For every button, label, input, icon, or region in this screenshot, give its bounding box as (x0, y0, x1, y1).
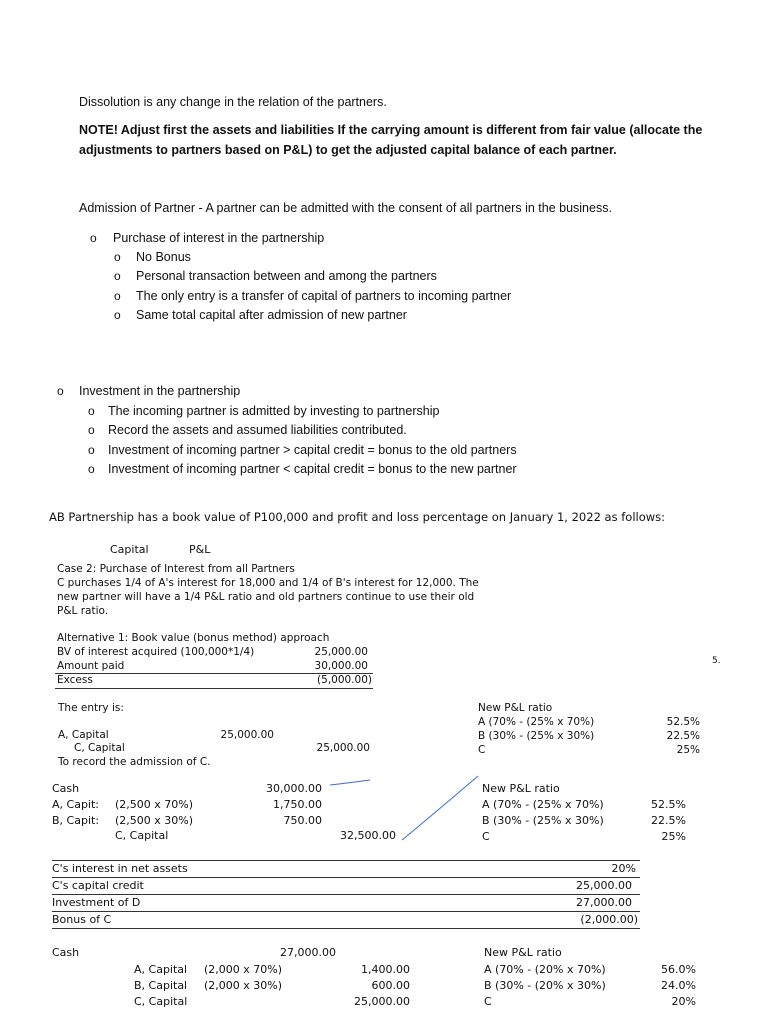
ratio-label: C (482, 830, 490, 843)
divider (52, 928, 640, 929)
ratio-title: New P&L ratio (484, 946, 562, 959)
alt-row-value: 30,000.00 (314, 660, 368, 672)
divider (52, 894, 640, 895)
annotation-stroke (402, 776, 478, 840)
note-line-2: adjustments to partners based on P&L) to get the adjusted capital balance of each partner. (79, 143, 617, 157)
divider (55, 688, 373, 689)
entry-credit: 32,500.00 (340, 829, 396, 842)
entry-account: A, Capit: (52, 798, 99, 811)
case-line: C purchases 1/4 of A's interest for 18,000 and 1/4 of B's interest for 12,000. The (57, 577, 479, 589)
alt-row-label: BV of interest acquired (100,000*1/4) (57, 646, 255, 658)
entry-title: The entry is: (58, 702, 124, 714)
entry-debit: 750.00 (283, 814, 322, 827)
list-item: Personal transaction between and among the partners (136, 269, 437, 283)
annotation-stroke (330, 780, 370, 785)
alt-row-value: (5,000.00) (317, 674, 372, 686)
entry-debit: 30,000.00 (266, 782, 322, 795)
entry-credit: 600.00 (371, 979, 410, 992)
entry-debit: 25,000.00 (220, 729, 274, 741)
bullet: o (114, 269, 121, 283)
entry-calc: (2,000 x 30%) (204, 979, 283, 992)
ratio-label: B (30% - (20% x 30%) (484, 979, 606, 992)
entry-debit: 1,750.00 (273, 798, 322, 811)
note-line-1: NOTE! Adjust first the assets and liabilities If the carrying amount is different from fair value (allocate the (79, 123, 703, 137)
entry-credit: 25,000.00 (316, 742, 370, 754)
example-intro: AB Partnership has a book value of P100,000 and profit and loss percentage on January 1, 2022 as follows: (49, 510, 666, 524)
ratio-label: A (70% - (20% x 70%) (484, 963, 606, 976)
bonus-value: 27,000.00 (576, 896, 632, 909)
bullet: o (88, 443, 95, 457)
entry-account: C, Capital (134, 995, 188, 1008)
ratio-value: 56.0% (661, 963, 696, 976)
list-item: No Bonus (136, 250, 191, 264)
bonus-label: Investment of D (52, 896, 141, 909)
entry-memo: To record the admission of C. (58, 756, 211, 768)
entry-debit: 27,000.00 (280, 946, 336, 959)
bullet: o (90, 231, 97, 245)
list-item: Investment of incoming partner < capital credit = bonus to the new partner (108, 462, 517, 476)
entry-calc: (2,000 x 70%) (204, 963, 283, 976)
ratio-label: C (484, 995, 492, 1008)
ratio-value: 25% (661, 830, 686, 843)
list-item: The incoming partner is admitted by investing to partnership (108, 404, 440, 418)
alt-row-label: Amount paid (57, 660, 125, 672)
ratio-value: 24.0% (661, 979, 696, 992)
bonus-label: C's interest in net assets (52, 862, 188, 875)
bonus-value: 20% (611, 862, 636, 875)
ratio-value: 22.5% (666, 730, 700, 742)
entry-account: B, Capit: (52, 814, 100, 827)
bullet: o (114, 289, 121, 303)
list-item: Record the assets and assumed liabilities contributed. (108, 423, 407, 437)
divider (52, 860, 640, 861)
entry-account: B, Capital (134, 979, 188, 992)
ratio-label: B (30% - (25% x 30%) (482, 814, 604, 827)
bullet: o (57, 384, 64, 398)
case-line: P&L ratio. (57, 605, 109, 617)
divider (52, 877, 640, 878)
list-item: The only entry is a transfer of capital of partners to incoming partner (136, 289, 512, 303)
bonus-value: (2,000.00) (580, 913, 638, 926)
definition-text: Dissolution is any change in the relation of the partners. (79, 95, 387, 109)
entry-account: C, Capital (115, 829, 169, 842)
alt-row-label: Excess (57, 674, 93, 686)
admission-heading: Admission of Partner - A partner can be admitted with the consent of all partners in the business. (79, 201, 612, 215)
bullet: o (88, 423, 95, 437)
case-line: new partner will have a 1/4 P&L ratio and old partners continue to use their old (57, 591, 475, 603)
divider (52, 911, 640, 912)
ratio-label: C (478, 744, 486, 756)
alt-row-value: 25,000.00 (314, 646, 368, 658)
list-item: Same total capital after admission of new partner (136, 308, 407, 322)
ratio-value: 20% (671, 995, 696, 1008)
bonus-label: Bonus of C (52, 913, 112, 926)
ratio-value: 22.5% (651, 814, 686, 827)
bonus-label: C's capital credit (52, 879, 144, 892)
bonus-value: 25,000.00 (576, 879, 632, 892)
ratio-label: B (30% - (25% x 30%) (478, 730, 595, 742)
ratio-value: 52.5% (666, 716, 700, 728)
entry-account: A, Capital (134, 963, 188, 976)
case-line: Case 2: Purchase of Interest from all Partners (57, 563, 295, 575)
ratio-value: 25% (676, 744, 700, 756)
ratio-title: New P&L ratio (478, 702, 553, 714)
col-pl-header: P&L (189, 543, 211, 556)
stray-mark: 5. (712, 656, 721, 666)
bullet: o (88, 404, 95, 418)
bullet: o (114, 250, 121, 264)
entry-account: A, Capital (58, 729, 109, 741)
entry-credit: 1,400.00 (361, 963, 410, 976)
annotation-strokes (326, 772, 486, 844)
entry-account: C, Capital (74, 742, 125, 754)
alt-title: Alternative 1: Book value (bonus method) approach (57, 632, 330, 644)
investment-title: Investment in the partnership (79, 384, 241, 398)
bullet: o (114, 308, 121, 322)
entry-account: Cash (52, 782, 80, 795)
list-item: Investment of incoming partner > capital credit = bonus to the old partners (108, 443, 517, 457)
entry-calc: (2,500 x 70%) (115, 798, 194, 811)
purchase-title: Purchase of interest in the partnership (113, 231, 325, 245)
entry-account: Cash (52, 946, 80, 959)
ratio-label: A (70% - (25% x 70%) (482, 798, 604, 811)
entry-credit: 25,000.00 (354, 995, 410, 1008)
ratio-value: 52.5% (651, 798, 686, 811)
bullet: o (88, 462, 95, 476)
entry-calc: (2,500 x 30%) (115, 814, 194, 827)
col-capital-header: Capital (110, 543, 149, 556)
ratio-title: New P&L ratio (482, 782, 560, 795)
ratio-label: A (70% - (25% x 70%) (478, 716, 595, 728)
